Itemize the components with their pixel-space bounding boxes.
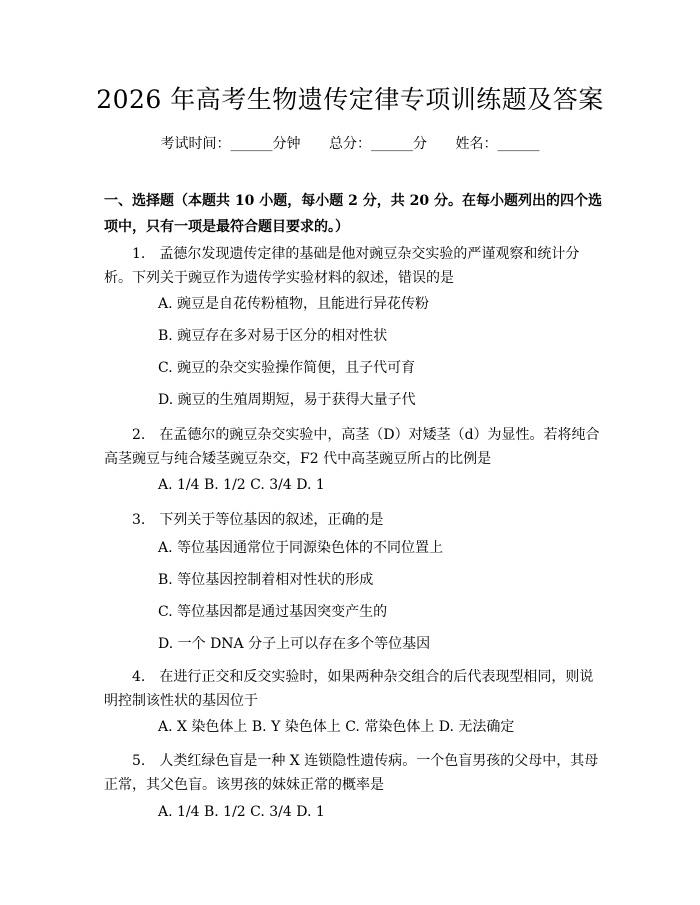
question-1-option-a: A. 豌豆是自花传粉植物，且能进行异花传粉 [158, 296, 430, 312]
question-1-option-c: C. 豌豆的杂交实验操作简便，且子代可育 [158, 360, 416, 376]
question-2-stem: 2. 在孟德尔的豌豆杂交实验中，高茎（D）对矮茎（d）为显性。若将纯合高茎豌豆与纯合矮茎豌豆杂交，F2 代中高茎豌豆所占的比例是 [104, 427, 600, 467]
question-3-stem: 3. 下列关于等位基因的叙述，正确的是 [132, 512, 384, 528]
question-3-option-c: C. 等位基因都是通过基因突变产生的 [158, 604, 388, 620]
question-4-options: A. X 染色体上 B. Y 染色体上 C. 常染色体上 D. 无法确定 [158, 719, 515, 735]
section-heading-choice: 一、选择题（本题共 10 小题，每小题 2 分，共 20 分。在每小题列出的四个选项中，只有一项是最符合题目要求的。） [104, 193, 602, 235]
question-5-stem: 5. 人类红绿色盲是一种 X 连锁隐性遗传病。一个色盲男孩的父母中，其母正常，其父色盲。该男孩的妹妹正常的概率是 [104, 753, 599, 793]
question-2-options: A. 1/4 B. 1/2 C. 3/4 D. 1 [158, 477, 325, 493]
exam-total-score: 总分：______分 [329, 136, 427, 152]
exam-time: 考试时间：______分钟 [160, 136, 301, 152]
question-4-stem: 4. 在进行正交和反交实验时，如果两种杂交组合的后代表现型相同，则说明控制该性状的基因位于 [104, 669, 594, 709]
exam-info-line [0, 133, 700, 153]
exam-name-field: 姓名：______ [455, 136, 540, 152]
question-3-option-a: A. 等位基因通常位于同源染色体的不同位置上 [158, 540, 444, 556]
question-3-option-b: B. 等位基因控制着相对性状的形成 [158, 572, 374, 588]
question-1-option-b: B. 豌豆存在多对易于区分的相对性状 [158, 328, 388, 344]
question-1-stem: 1. 孟德尔发现遗传定律的基础是他对豌豆杂交实验的严谨观察和统计分析。下列关于豌豆作为遗传学实验材料的叙述，错误的是 [104, 246, 580, 286]
question-1-option-d: D. 豌豆的生殖周期短，易于获得大量子代 [158, 392, 416, 408]
document-title: 2026 年高考生物遗传定律专项训练题及答案 [96, 85, 604, 114]
question-5-options: A. 1/4 B. 1/2 C. 3/4 D. 1 [158, 804, 325, 820]
question-3-option-d: D. 一个 DNA 分子上可以存在多个等位基因 [158, 636, 431, 652]
